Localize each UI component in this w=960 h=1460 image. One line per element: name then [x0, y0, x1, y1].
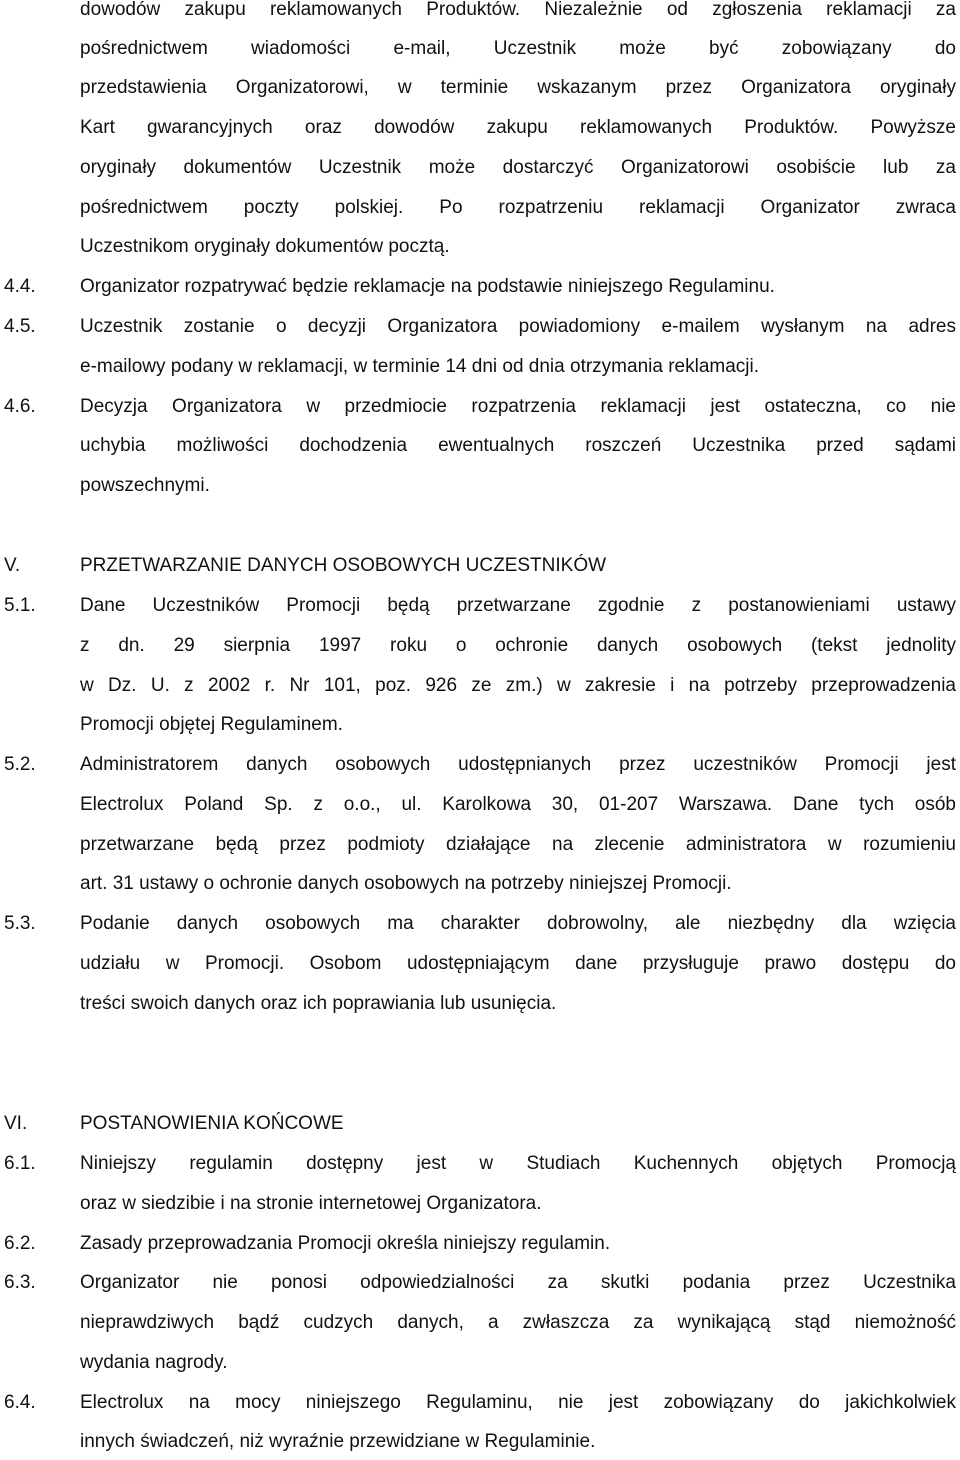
- paragraph-line: Uczestnikom oryginały dokumentów pocztą.: [80, 236, 450, 257]
- paragraph-line: dowodów zakupu reklamowanych Produktów. Niezależnie od zgłoszenia reklamacji za: [80, 0, 956, 20]
- item-line: Podanie danych osobowych ma charakter dobrowolny, ale niezbędny dla wzięcia: [80, 913, 956, 934]
- item-line: art. 31 ustawy o ochronie danych osobowych na potrzeby niniejszej Promocji.: [80, 873, 732, 894]
- item-line: Electrolux na mocy niniejszego Regulaminu, nie jest zobowiązany do jakichkolwiek: [80, 1392, 956, 1413]
- item-line: uchybia możliwości dochodzenia ewentualnych roszczeń Uczestnika przed sądami: [80, 435, 956, 456]
- item-number: 6.3.: [4, 1272, 36, 1293]
- paragraph-line: pośrednictwem wiadomości e-mail, Uczestnik może być zobowiązany do: [80, 38, 956, 59]
- item-line: e-mailowy podany w reklamacji, w terminie 14 dni od dnia otrzymania reklamacji.: [80, 356, 759, 377]
- paragraph-line: Kart gwarancyjnych oraz dowodów zakupu reklamowanych Produktów. Powyższe: [80, 117, 956, 138]
- item-number: 6.4.: [4, 1392, 36, 1413]
- item-line: oraz w siedzibie i na stronie internetowej Organizatora.: [80, 1193, 542, 1214]
- paragraph-line: oryginały dokumentów Uczestnik może dostarczyć Organizatorowi osobiście lub za: [80, 157, 956, 178]
- item-number: 4.4.: [4, 276, 36, 297]
- section-title: PRZETWARZANIE DANYCH OSOBOWYCH UCZESTNIKÓW: [80, 555, 607, 576]
- item-number: 6.2.: [4, 1233, 36, 1254]
- item-number: 5.1.: [4, 595, 36, 616]
- item-line: Organizator rozpatrywać będzie reklamacje na podstawie niniejszego Regulaminu.: [80, 276, 775, 297]
- section-number: V.: [4, 555, 21, 576]
- item-line: Administratorem danych osobowych udostępnianych przez uczestników Promocji jest: [80, 754, 956, 775]
- item-line: Zasady przeprowadzania Promocji określa niniejszy regulamin.: [80, 1233, 611, 1254]
- item-line: powszechnymi.: [80, 475, 210, 496]
- item-line: Organizator nie ponosi odpowiedzialności za skutki podania przez Uczestnika: [80, 1272, 956, 1293]
- item-line: w Dz. U. z 2002 r. Nr 101, poz. 926 ze zm.) w zakresie i na potrzeby przeprowadzenia: [80, 675, 956, 696]
- section-title: POSTANOWIENIA KOŃCOWE: [80, 1113, 344, 1134]
- item-line: innych świadczeń, niż wyraźnie przewidziane w Regulaminie.: [80, 1431, 596, 1452]
- item-line: udziału w Promocji. Osobom udostępniającym dane przysługuje prawo dostępu do: [80, 953, 956, 974]
- item-line: wydania nagrody.: [80, 1352, 228, 1373]
- item-number: 5.2.: [4, 754, 36, 775]
- item-line: treści swoich danych oraz ich poprawiania lub usunięcia.: [80, 993, 557, 1014]
- item-line: Decyzja Organizatora w przedmiocie rozpatrzenia reklamacji jest ostateczna, co nie: [80, 396, 956, 417]
- paragraph-line: pośrednictwem poczty polskiej. Po rozpatrzeniu reklamacji Organizator zwraca: [80, 197, 956, 218]
- paragraph-line: przedstawienia Organizatorowi, w terminie wskazanym przez Organizatora oryginały: [80, 77, 956, 98]
- item-line: Dane Uczestników Promocji będą przetwarzane zgodnie z postanowieniami ustawy: [80, 595, 956, 616]
- item-line: Promocji objętej Regulaminem.: [80, 714, 343, 735]
- item-number: 4.5.: [4, 316, 36, 337]
- item-line: nieprawdziwych bądź cudzych danych, a zwłaszcza za wynikającą stąd niemożność: [80, 1312, 956, 1333]
- item-number: 5.3.: [4, 913, 36, 934]
- item-line: Niniejszy regulamin dostępny jest w Studiach Kuchennych objętych Promocją: [80, 1153, 956, 1174]
- item-line: przetwarzane będą przez podmioty działające na zlecenie administratora w rozumieniu: [80, 834, 956, 855]
- item-number: 4.6.: [4, 396, 36, 417]
- item-number: 6.1.: [4, 1153, 36, 1174]
- item-line: z dn. 29 sierpnia 1997 roku o ochronie danych osobowych (tekst jednolity: [80, 635, 956, 656]
- section-number: VI.: [4, 1113, 28, 1134]
- item-line: Uczestnik zostanie o decyzji Organizatora powiadomiony e-mailem wysłanym na adres: [80, 316, 956, 337]
- item-line: Electrolux Poland Sp. z o.o., ul. Karolkowa 30, 01-207 Warszawa. Dane tych osób: [80, 794, 956, 815]
